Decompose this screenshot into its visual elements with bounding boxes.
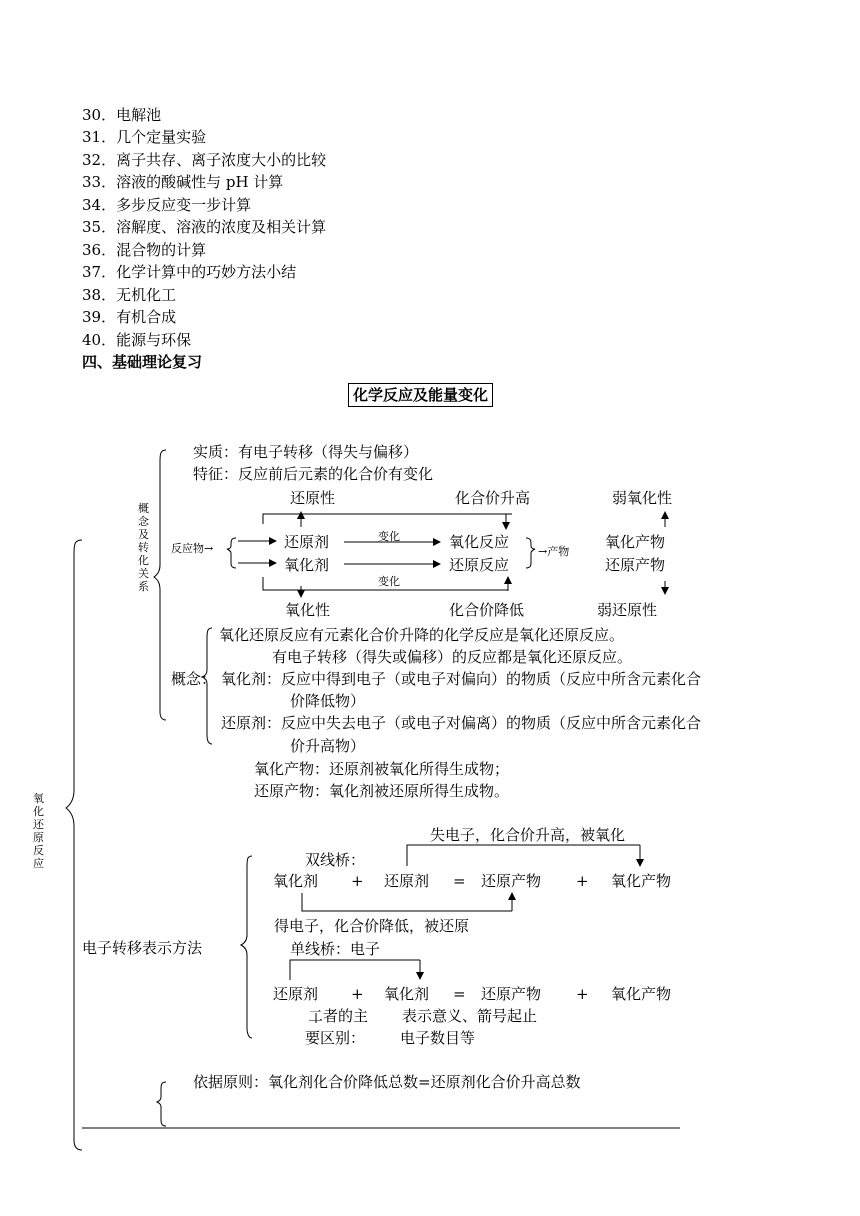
side-label-redox: 氧化还原反应 [33,792,44,870]
change-bottom-label: 变化 [378,575,400,588]
list-item: 34．多步反应变一步计算 [82,196,252,214]
eq2-plus-1: + [351,985,364,1003]
eq1-reduction-product: 还原产物 [481,872,542,890]
difference-label-1: 二者的主 [308,1007,369,1025]
eq2-reduction-product: 还原产物 [481,985,542,1003]
double-bridge-label: 双线桥： [305,851,366,869]
electron-transfer-label: 电子转移表示方法 [82,939,203,957]
box-title: 化学反应及能量变化 [348,383,493,407]
eq2-oxidant: 氧化剂 [384,985,430,1003]
list-item: 32．离子共存、离子浓度大小的比较 [82,151,327,169]
eq2-equals: = [453,985,466,1003]
oxidation-product-definition: 氧化产物：还原剂被氧化所得生成物； [254,760,510,778]
reactants-label: 反应物→ [171,542,214,555]
feature-text: 特征：反应前后元素的化合价有变化 [193,465,434,483]
gain-electron-label: 得电子，化合价降低，被还原 [274,917,470,935]
eq1-plus-1: + [351,872,364,890]
basis-principle: 依据原则：氧化剂化合价降低总数=还原剂化合价升高总数 [193,1073,581,1091]
reducibility-label: 还原性 [290,489,336,507]
section-heading: 四、基础理论复习 [82,353,203,371]
eq1-oxidant: 氧化剂 [273,872,319,890]
list-item: 30．电解池 [82,106,162,124]
oxidizing-agent-label: 氧化剂 [284,556,330,574]
eq1-reductant: 还原剂 [384,872,430,890]
meaning-label: 表示意义、箭号起止 [402,1007,538,1025]
product-label: →产物 [538,545,570,558]
eq1-plus-2: + [576,872,589,890]
reduction-product-label: 还原产物 [605,556,666,574]
weak-oxidizing-label: 弱氧化性 [612,489,673,507]
difference-label-2: 要区别： [305,1029,366,1047]
reductant-definition-cont: 价升高物） [290,737,366,755]
list-item: 36．混合物的计算 [82,241,207,259]
single-bridge-label: 单线桥：电子 [290,940,381,958]
reductant-definition: 还原剂：反应中失去电子（或电子对偏离）的物质（反应中所含元素化合 [221,714,702,732]
reduction-reaction-label: 还原反应 [449,556,510,574]
valence-up-label: 化合价升高 [455,489,531,507]
eq1-oxidation-product: 氧化产物 [611,872,672,890]
list-item: 37．化学计算中的巧妙方法小结 [82,263,297,281]
list-item: 31．几个定量实验 [82,128,207,146]
weak-reducing-label: 弱还原性 [597,601,658,619]
oxidant-definition: 氧化剂：反应中得到电子（或电子对偏向）的物质（反应中所含元素化合 [221,670,702,688]
eq1-equals: = [453,872,466,890]
oxidizing-label: 氧化性 [285,601,331,619]
essence-text: 实质：有电子转移（得失与偏移） [193,443,419,461]
list-item: 40．能源与环保 [82,331,192,349]
change-top-label: 变化 [378,530,400,543]
valence-down-label: 化合价降低 [449,601,525,619]
list-item: 35．溶解度、溶液的浓度及相关计算 [82,218,327,236]
definition-line-2: 有电子转移（得失或偏移）的反应都是氧化还原反应。 [272,648,633,666]
oxidation-product-label: 氧化产物 [605,533,666,551]
outer-brace [66,540,82,1150]
oxidant-definition-cont: 价降低物） [290,692,366,710]
concept-brace [154,450,166,720]
concept-label: 概念： [171,670,217,688]
oxidation-reaction-label: 氧化反应 [449,533,510,551]
definition-line-1: 氧化还原反应有元素化合价升降的化学反应是氧化还原反应。 [219,626,625,644]
list-item: 39．有机合成 [82,308,177,326]
electron-count-label: 电子数目等 [400,1029,476,1047]
side-label-concept: 概念及转化关系 [138,502,149,593]
list-item: 38．无机化工 [82,286,177,304]
reducing-agent-label: 还原剂 [284,533,330,551]
list-item: 33．溶液的酸碱性与 pH 计算 [82,173,284,191]
eq2-plus-2: + [576,985,589,1003]
lose-electron-label: 失电子，化合价升高，被氧化 [430,826,626,844]
eq2-reductant: 还原剂 [273,985,319,1003]
eq2-oxidation-product: 氧化产物 [611,985,672,1003]
reduction-product-definition: 还原产物：氧化剂被还原所得生成物。 [254,782,510,800]
